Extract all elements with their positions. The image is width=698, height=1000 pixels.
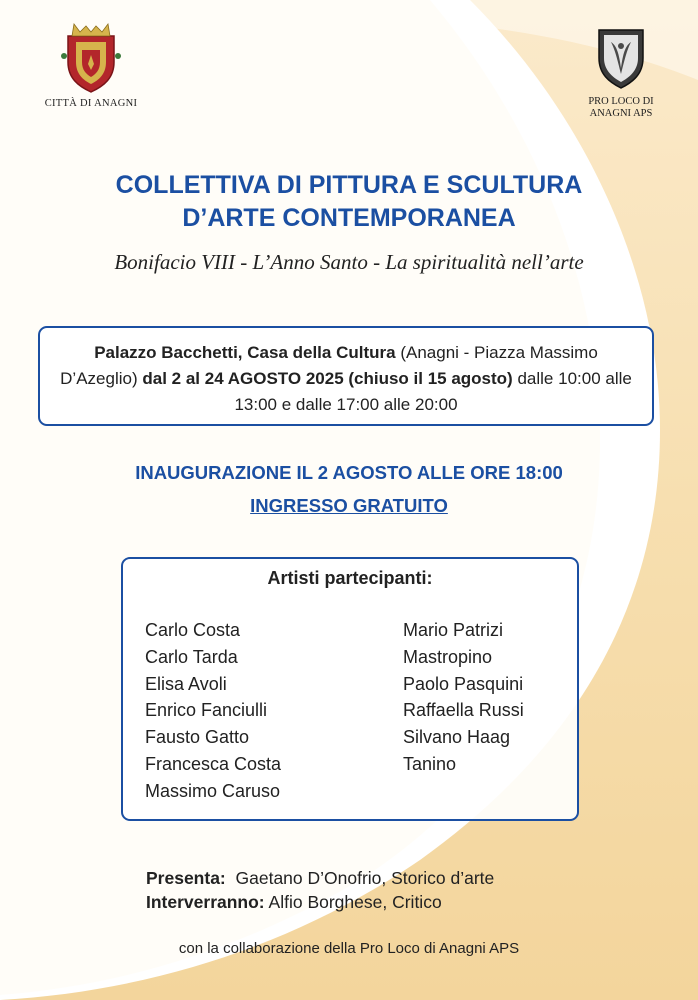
- proloco-caption: [566, 96, 676, 120]
- artist-name: Tanino: [403, 753, 457, 774]
- city-logo: [36, 22, 146, 109]
- venue-hours: dalle 10:00 alle 13:00 e dalle 17:00 alle 20:00: [234, 369, 632, 414]
- artist-name: Elisa Avoli: [145, 673, 227, 694]
- proloco-caption-line1: PRO LOCO DI: [588, 96, 654, 107]
- presenta-label: Presenta:: [146, 868, 226, 888]
- artist-name: Mario Patrizi: [403, 620, 504, 640]
- interverranno-line: [146, 892, 442, 913]
- proloco-caption-line2: ANAGNI APS: [589, 108, 653, 119]
- artist-name: Francesca Costa: [145, 753, 282, 774]
- subtitle: Bonifacio VIII - L’Anno Santo - La spiritualità nell’arte: [114, 250, 584, 274]
- artists-heading: Artisti partecipanti:: [267, 568, 433, 588]
- artists-list-left: [145, 617, 281, 805]
- presenta-value: Gaetano D’Onofrio, Storico d’arte: [235, 868, 495, 888]
- venue-dates: dal 2 al 24 AGOSTO 2025 (chiuso il 15 agosto): [142, 369, 513, 388]
- artist-name: Carlo Costa: [145, 620, 241, 640]
- artist-name: Carlo Tarda: [145, 646, 238, 667]
- free-entry-text: INGRESSO GRATUITO: [250, 495, 448, 516]
- title-line-2: D’ARTE CONTEMPORANEA: [182, 204, 516, 232]
- coat-of-arms-icon: [60, 22, 122, 94]
- artist-name: Enrico Fanciulli: [145, 700, 268, 721]
- artists-list-right: [403, 617, 524, 778]
- artist-name: Massimo Caruso: [145, 780, 281, 801]
- artist-name: Fausto Gatto: [145, 727, 250, 748]
- interverranno-value: Alfio Borghese, Critico: [268, 892, 442, 912]
- city-caption: CITTÀ DI ANAGNI: [44, 98, 138, 109]
- shield-icon: [597, 24, 645, 90]
- interverranno-label: Interverranno:: [146, 892, 265, 912]
- inauguration-text: INAUGURAZIONE IL 2 AGOSTO ALLE ORE 18:00: [135, 462, 563, 483]
- venue-place: Palazzo Bacchetti, Casa della Cultura: [94, 343, 396, 362]
- title-line-1: COLLETTIVA DI PITTURA E SCULTURA: [115, 171, 583, 199]
- proloco-logo: [566, 24, 676, 120]
- presenta-line: [146, 868, 494, 889]
- venue-address: (Anagni - Piazza Massimo D’Azeglio): [60, 343, 598, 388]
- artist-name: Paolo Pasquini: [403, 673, 524, 694]
- artist-name: Silvano Haag: [403, 727, 511, 748]
- artist-name: Raffaella Russi: [403, 700, 524, 721]
- venue-box: [38, 326, 654, 426]
- collaboration-text: con la collaborazione della Pro Loco di Anagni APS: [178, 940, 520, 957]
- artists-box: [121, 557, 579, 821]
- artist-name: Mastropino: [403, 646, 493, 667]
